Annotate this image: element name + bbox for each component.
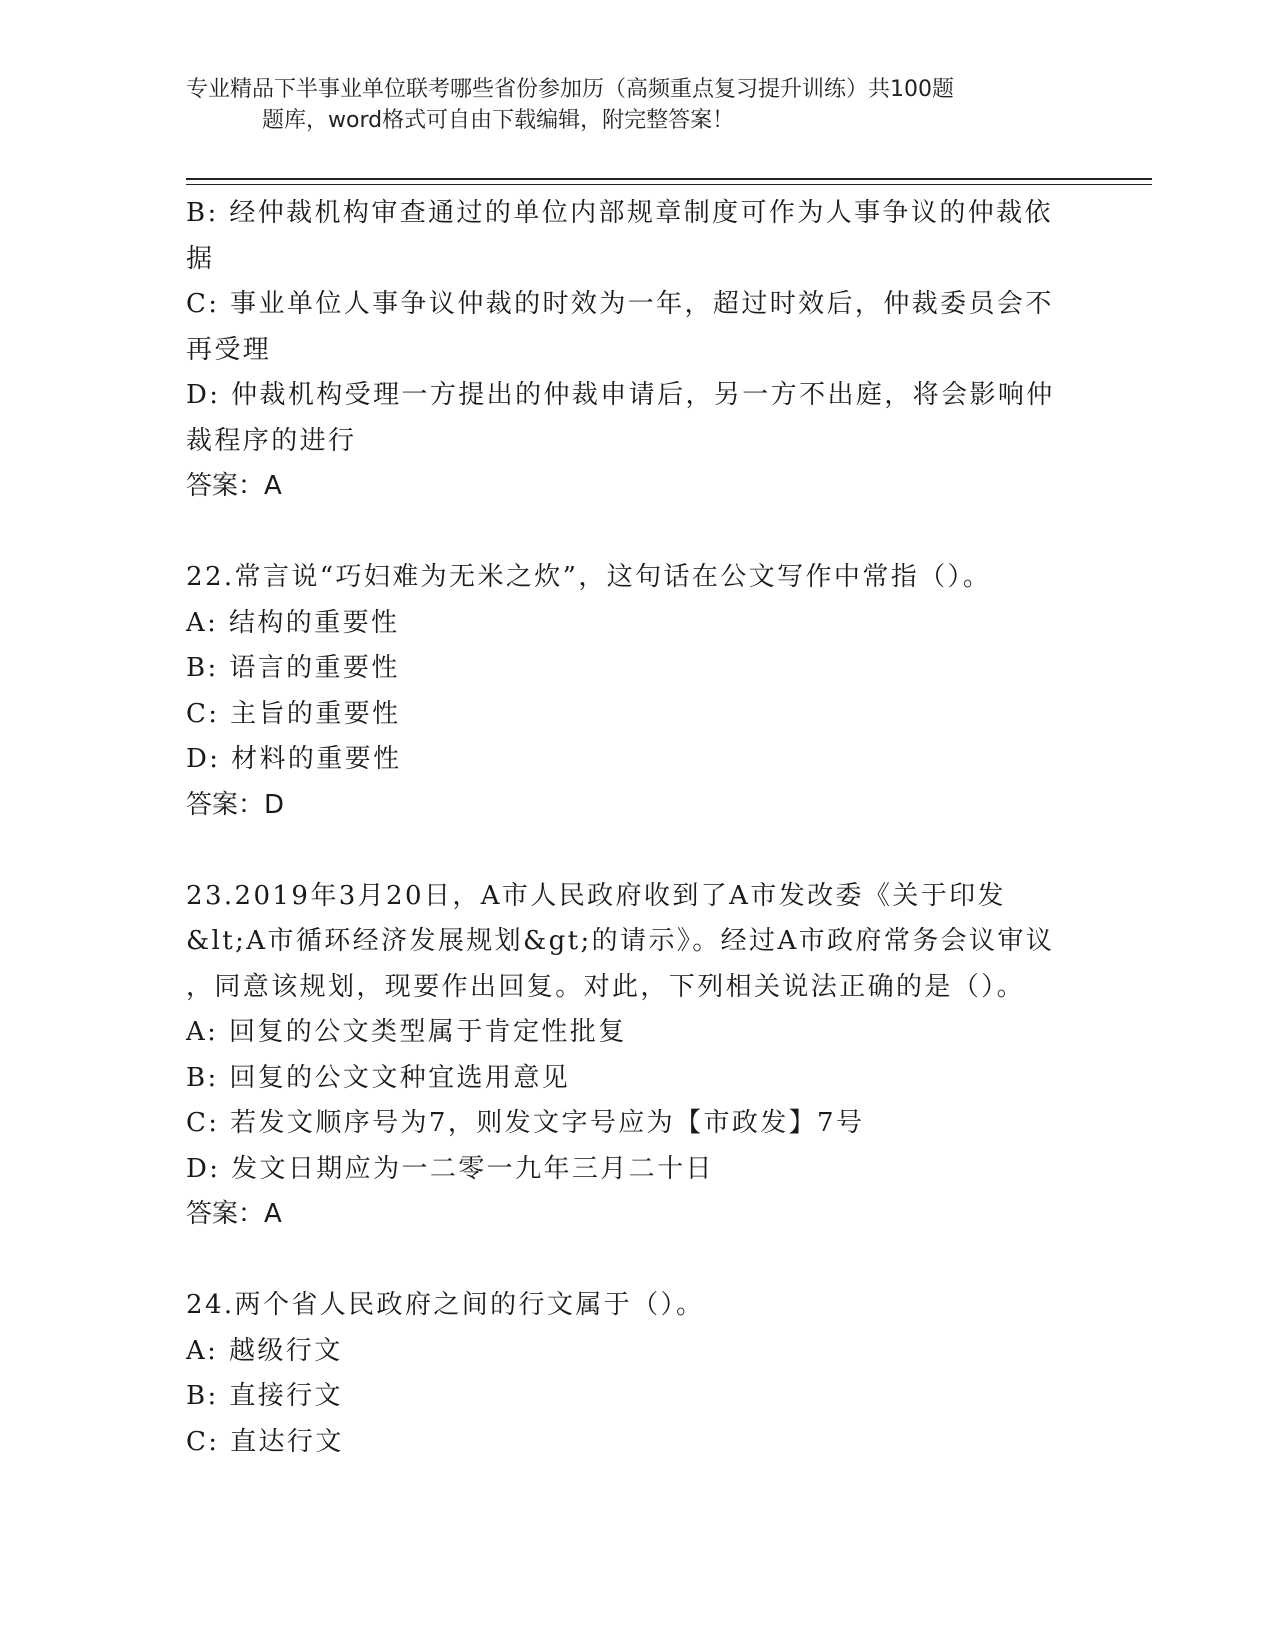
q24-option-a: A: 越级行文	[186, 1335, 343, 1366]
q21-option-d-line-2: 裁程序的进行	[186, 425, 357, 456]
q23-question-line-2: &lt;A市循环经济发展规划&gt;的请示》。经过A市政府常务会议审议	[186, 926, 1055, 956]
q23-question-line-1: 23.2019年3月20日，A市人民政府收到了A市发改委《关于印发	[186, 880, 1006, 911]
q22-answer: 答案：D	[186, 789, 285, 820]
q22-option-a: A: 结构的重要性	[186, 607, 400, 638]
spacer	[186, 1238, 1086, 1284]
question-24	[186, 1283, 1086, 1465]
q22-option-d: D: 材料的重要性	[186, 744, 402, 774]
question-22	[186, 555, 1086, 828]
q21-option-b-line-1: B: 经仲裁机构审查通过的单位内部规章制度可作为人事争议的仲裁依	[186, 198, 1053, 228]
question-content	[186, 191, 1086, 1465]
q23-option-d: D: 发文日期应为一二零一九年三月二十日	[186, 1153, 714, 1184]
q23-option-a: A: 回复的公文类型属于肯定性批复	[186, 1017, 627, 1047]
question-23	[186, 874, 1086, 1238]
header-divider-thick	[186, 178, 1152, 180]
q21-option-d-line-1: D: 仲裁机构受理一方提出的仲裁申请后，另一方不出庭，将会影响仲	[186, 380, 1055, 410]
q22-option-c: C: 主旨的重要性	[186, 698, 401, 729]
q21-option-c-line-1: C: 事业单位人事争议仲裁的时效为一年，超过时效后，仲裁委员会不	[186, 289, 1054, 319]
q21-option-c-line-2: 再受理	[186, 334, 272, 365]
q23-option-b: B: 回复的公文文种宜选用意见	[186, 1062, 571, 1093]
q23-answer: 答案：A	[186, 1199, 282, 1229]
q23-option-c: C: 若发文顺序号为7，则发文字号应为【市政发】7号	[186, 1108, 865, 1138]
q24-option-b: B: 直接行文	[186, 1381, 343, 1411]
question-21-tail	[186, 191, 1086, 510]
header-title-line-1: 专业精品下半事业单位联考哪些省份参加历（高频重点复习提升训练）共100题	[186, 77, 954, 102]
spacer	[186, 828, 1086, 874]
page-header	[186, 74, 1066, 136]
q21-answer: 答案：A	[186, 471, 282, 501]
q24-option-c: C: 直达行文	[186, 1426, 344, 1457]
q24-question: 24.两个省人民政府之间的行文属于（）。	[186, 1290, 705, 1320]
header-divider-thin	[186, 184, 1152, 185]
q22-question: 22.常言说“巧妇难为无米之炊”，这句话在公文写作中常指（）。	[186, 562, 992, 592]
spacer	[186, 510, 1086, 556]
q23-question-line-3: ，同意该规划，现要作出回复。对此，下列相关说法正确的是（）。	[186, 971, 1026, 1002]
q22-option-b: B: 语言的重要性	[186, 653, 400, 683]
header-title-line-2: 题库，word格式可自由下载编辑，附完整答案！	[262, 108, 735, 133]
q21-option-b-line-2: 据	[186, 243, 215, 274]
